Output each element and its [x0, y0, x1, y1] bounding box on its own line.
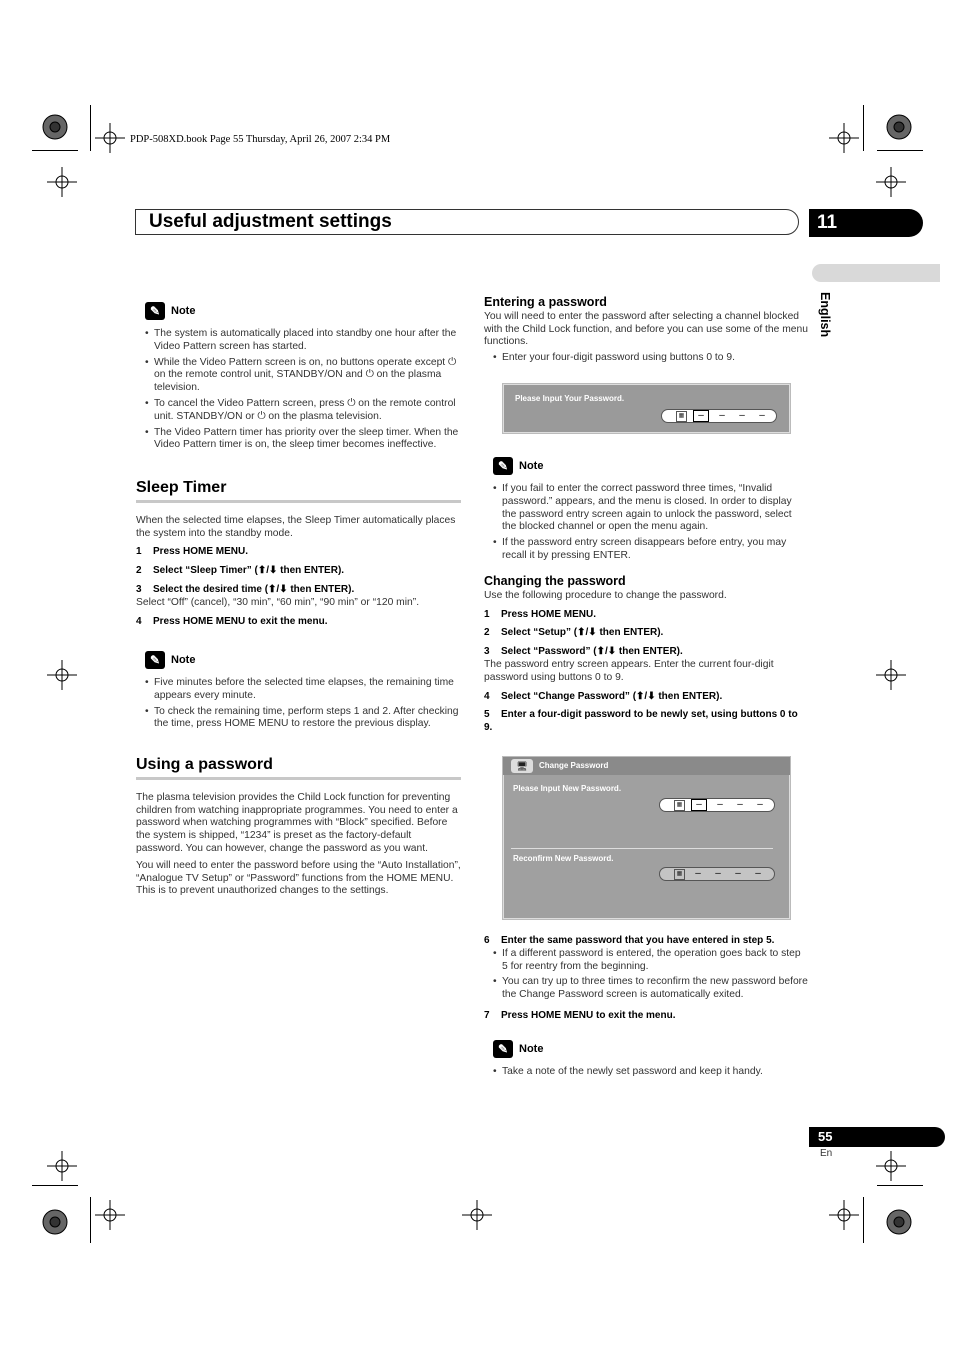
digit-cell: –: [695, 868, 701, 879]
paragraph: Use the following procedure to change the password.: [484, 589, 727, 601]
list-item: • Take a note of the newly set password and keep it handy.: [493, 1066, 808, 1079]
keypad-icon: ▦: [676, 411, 687, 422]
digit-cell: –: [757, 799, 763, 810]
confirm-password-field[interactable]: [659, 867, 775, 881]
step-list: [493, 948, 808, 1002]
keypad-icon: ▦: [674, 869, 685, 880]
digit-cell: –: [691, 799, 707, 811]
page-title: Useful adjustment settings: [149, 211, 392, 232]
password-entry-screen: [502, 383, 791, 434]
digit-cell: –: [739, 410, 745, 421]
note-block-2: [145, 651, 461, 734]
keypad-icon: ▦: [674, 800, 685, 811]
new-password-field[interactable]: [659, 798, 775, 812]
step: 2 Select “Setup” (⬆/⬇ then ENTER).: [484, 627, 664, 639]
sleep-timer-section: [136, 479, 461, 628]
password-field[interactable]: [661, 409, 777, 423]
list-item: • If a different password is entered, the operation goes back to step 5 for reentry from the beginning.: [493, 948, 808, 974]
subsection-title: Entering a password: [484, 295, 607, 309]
list-item: • The Video Pattern timer has priority over the sleep timer. When the Video Pattern timer is on, the sleep timer becomes ineffective.: [145, 427, 461, 453]
pencil-icon: ✎: [145, 302, 165, 320]
list-item: • The system is automatically placed into standby one hour after the Video Pattern screen has started.: [145, 328, 461, 354]
language-label: English: [818, 292, 832, 338]
step: 2 Select “Sleep Timer” (⬆/⬇ then ENTER).: [136, 565, 345, 577]
paragraph: You will need to enter the password before using the “Auto Installation”, “Analogue TV Setup” or “Password” functions from the HOME MENU. This is to prevent unauthorized changes to the settings.: [136, 859, 461, 897]
list-item: • Five minutes before the selected time elapses, the remaining time appears every minute.: [145, 677, 461, 703]
chapter-number: 11: [809, 209, 923, 237]
digit-cell: –: [715, 868, 721, 879]
language-tab: [812, 264, 940, 282]
step: 3 Select the desired time (⬆/⬇ then ENTER).: [136, 583, 355, 595]
note-list: [145, 677, 461, 731]
section-title: Using a password: [136, 759, 461, 780]
digit-cell: –: [737, 799, 743, 810]
list-item: • To check the remaining time, perform steps 1 and 2. After checking the time, press HOME MENU to restore the previous display.: [145, 706, 461, 732]
note-heading: ✎ Note: [145, 302, 461, 320]
note-block-4: [493, 1040, 808, 1082]
divider: [511, 848, 773, 849]
screen-label: Reconfirm New Password.: [513, 854, 614, 863]
paragraph: The plasma television provides the Child Lock function for preventing children from watching inappropriate programmes. You need to enter a password when watching programmes with “Block” specified. Before the system is shipped, “1234” is preset as the factory-default password. You can however, change the password as you want.: [136, 791, 458, 854]
entering-password-section: [484, 296, 808, 368]
note-list: [145, 328, 461, 452]
note-block-1: [145, 302, 461, 455]
step: 4 Press HOME MENU to exit the menu.: [136, 615, 328, 627]
note-heading: ✎ Note: [493, 457, 808, 475]
list-item: • If the password entry screen disappears before entry, you may recall it by pressing ENTER.: [493, 537, 808, 563]
list-item: • To cancel the Video Pattern screen, press ⏻ on the remote control unit. STANDBY/ON or ⏻ on the plasma television.: [145, 398, 461, 424]
step: 1 Press HOME MENU.: [484, 608, 597, 620]
page-number: 55: [809, 1127, 945, 1147]
step-detail: Select “Off” (cancel), “30 min”, “60 min”, “90 min” or “120 min”.: [136, 596, 420, 608]
step: 3 Select “Password” (⬆/⬇ then ENTER).: [484, 646, 683, 658]
note-heading: ✎ Note: [145, 651, 461, 669]
paragraph: When the selected time elapses, the Sleep Timer automatically places the system into the standby mode.: [136, 514, 456, 539]
digit-cell: –: [755, 868, 761, 879]
digit-cell: –: [719, 410, 725, 421]
step-detail: The password entry screen appears. Enter the current four-digit password using buttons 0 to 9.: [484, 658, 774, 683]
screen-title: Change Password: [539, 761, 609, 770]
screen-label: Please Input Your Password.: [515, 394, 625, 403]
pencil-icon: ✎: [493, 1040, 513, 1058]
change-password-screen: [502, 756, 791, 920]
step: 1 Press HOME MENU.: [136, 546, 249, 558]
note-heading: ✎ Note: [493, 1040, 808, 1058]
note-block-3: [493, 457, 808, 566]
section-title: Sleep Timer: [136, 482, 461, 503]
note-list: [493, 483, 808, 563]
screen-label: Please Input New Password.: [513, 784, 622, 793]
digit-cell: –: [759, 410, 765, 421]
page-language: En: [820, 1148, 833, 1159]
changing-password-section: [484, 575, 808, 735]
step: 5 Enter a four-digit password to be newly set, using buttons 0 to 9.: [484, 709, 798, 734]
list-item: • While the Video Pattern screen is on, no buttons operate except ⏻ on the remote control unit, STANDBY/ON and ⏻ on the plasma television.: [145, 357, 461, 395]
pencil-icon: ✎: [145, 651, 165, 669]
pencil-icon: ✎: [493, 457, 513, 475]
step: 4 Select “Change Password” (⬆/⬇ then ENTER).: [484, 690, 723, 702]
step: 6 Enter the same password that you have entered in step 5.: [484, 935, 775, 946]
monitor-icon: 🖥: [511, 759, 533, 773]
paragraph: You will need to enter the password after selecting a channel blocked with the Child Lock function, and before you can use some of the menu functions.: [484, 310, 808, 348]
subsection-title: Changing the password: [484, 574, 626, 588]
step: 7 Press HOME MENU to exit the menu.: [484, 1009, 676, 1021]
steps-6-7: [484, 935, 808, 1023]
list-item: • You can try up to three times to reconfirm the new password before the Change Password screen is automatically exited.: [493, 976, 808, 1002]
book-slug: PDP-508XD.book Page 55 Thursday, April 26, 2007 2:34 PM: [130, 134, 391, 145]
digit-cell: –: [693, 410, 709, 422]
note-list: [493, 1066, 808, 1079]
digit-cell: –: [717, 799, 723, 810]
password-section: [136, 756, 461, 898]
list-item: • If you fail to enter the correct password three times, “Invalid password.” appears, and the menu is closed. In order to display the password entry screen again to unlock the password, select the blocked channel or open the menu again.: [493, 483, 808, 534]
list-item: • Enter your four-digit password using buttons 0 to 9.: [493, 352, 808, 365]
digit-cell: –: [735, 868, 741, 879]
